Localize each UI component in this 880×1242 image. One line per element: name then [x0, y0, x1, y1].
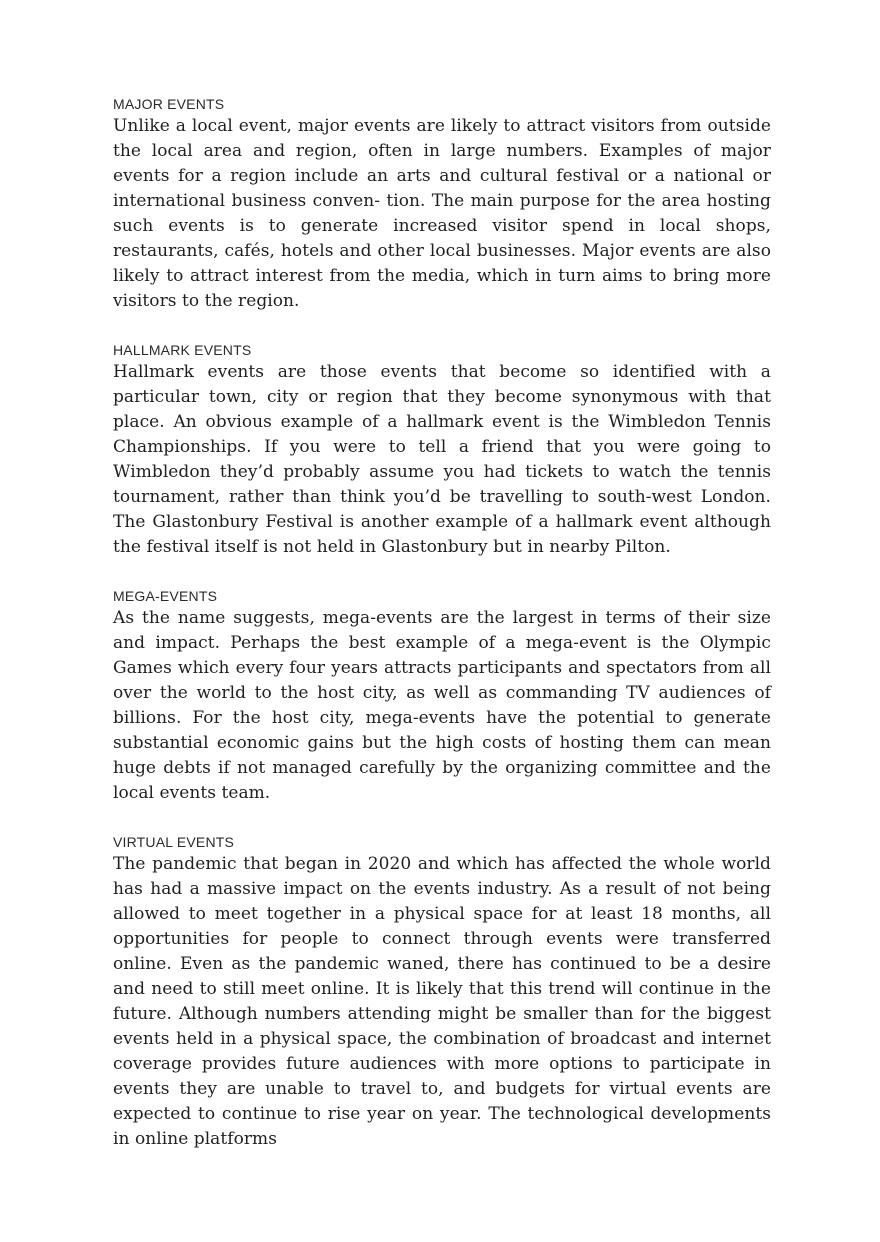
section-heading: MAJOR EVENTS	[113, 96, 225, 112]
section-major-events	[113, 95, 771, 314]
section-paragraph: As the name suggests, mega-events are the largest in terms of their size and impact. Perhaps the best example of a mega-event is the Olympic Games which every four years attracts participants and spectators from all over the world to the host city, as well as commanding TV audiences of billions. For the host city, mega-events have the potential to generate substantial economic gains but the high costs of hosting them can mean huge debts if not managed carefully by the organizing committee and the local events team.	[113, 608, 771, 803]
section-heading: MEGA-EVENTS	[113, 588, 218, 604]
section-heading: HALLMARK EVENTS	[113, 342, 252, 358]
section-paragraph: The pandemic that began in 2020 and which has affected the whole world has had a massive impact on the events industry. As a result of not being allowed to meet together in a physical space for at least 18 months, all opportunities for people to connect through events were transferred online. Even as the pandemic waned, there has continued to be a desire and need to still meet online. It is likely that this trend will continue in the future. Although numbers attending might be smaller than for the biggest events held in a physical space, the combination of broadcast and internet coverage provides future audiences with more options to participate in events they are unable to travel to, and budgets for virtual events are expected to continue to rise year on year. The technological developments in online platforms	[113, 854, 771, 1149]
section-mega-events	[113, 587, 771, 806]
document-page	[113, 95, 771, 1179]
section-hallmark-events	[113, 341, 771, 560]
section-heading: VIRTUAL EVENTS	[113, 834, 235, 850]
section-paragraph: Hallmark events are those events that become so identified with a particular town, city or region that they become synonymous with that place. An obvious example of a hallmark event is the Wimbledon Tennis Championships. If you were to tell a friend that you were going to Wimbledon they’d probably assume you had tickets to watch the tennis tournament, rather than think you’d be travelling to south-west London. The Glastonbury Festival is another example of a hallmark event although the festival itself is not held in Glastonbury but in nearby Pilton.	[113, 362, 771, 557]
section-paragraph: Unlike a local event, major events are likely to attract visitors from outside the local area and region, often in large numbers. Examples of major events for a region include an arts and cultural festival or a national or international business conven- tion. The main purpose for the area hosting such events is to generate increased visitor spend in local shops, restaurants, cafés, hotels and other local businesses. Major events are also likely to attract interest from the media, which in turn aims to bring more visitors to the region.	[113, 116, 771, 311]
section-virtual-events	[113, 833, 771, 1152]
